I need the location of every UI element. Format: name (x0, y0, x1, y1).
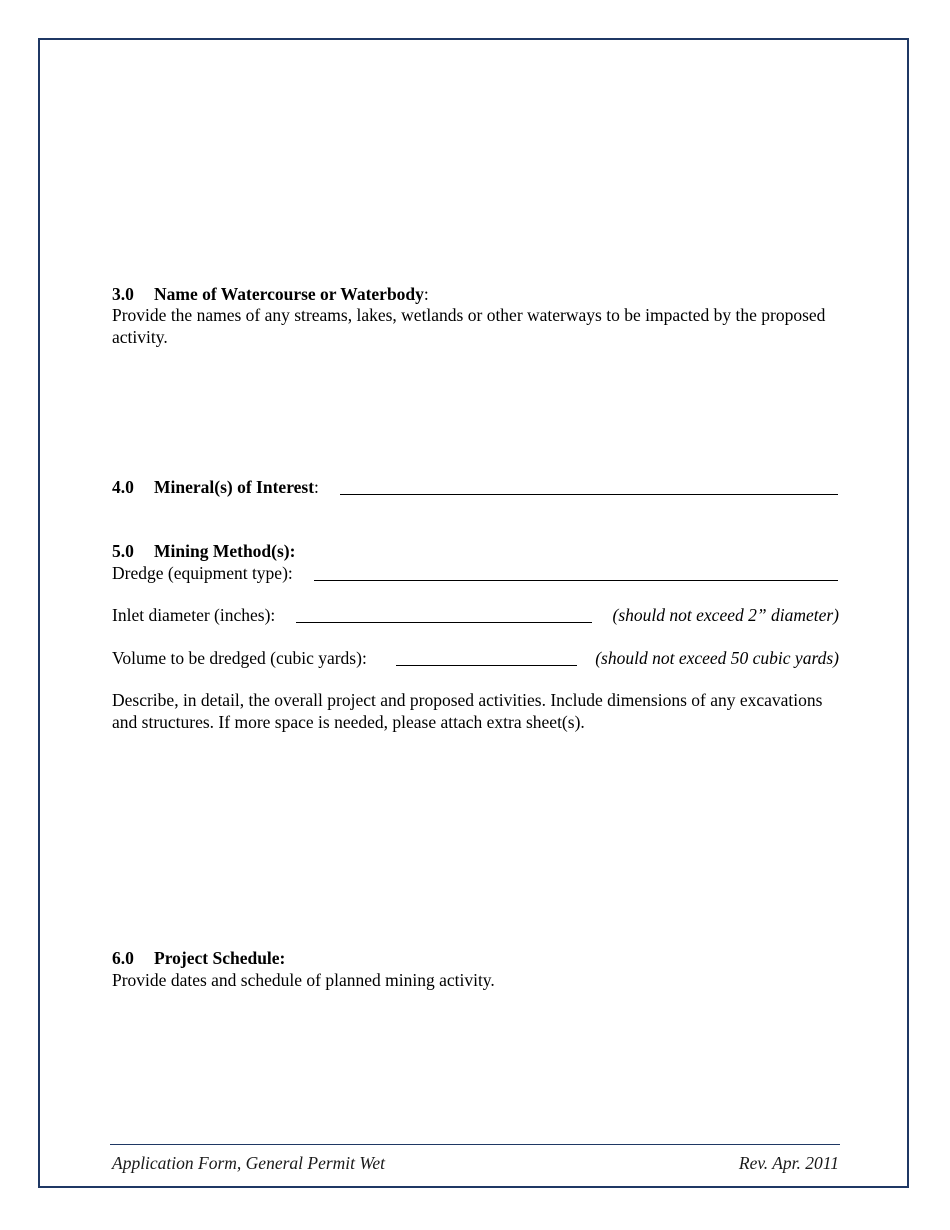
mineral-input-line[interactable] (340, 494, 838, 495)
describe-instructions: Describe, in detail, the overall project and proposed activities. Include dimensions of any excavations and structures. If more space is needed, please attach extra sheet(s). (112, 690, 823, 732)
section-3-number: 3.0 (112, 284, 134, 304)
section-6-instructions: Provide dates and schedule of planned mining activity. (112, 970, 495, 990)
section-6-heading (112, 947, 285, 969)
dredge-input-line[interactable] (314, 580, 838, 581)
section-3-title: Name of Watercourse or Waterbody (154, 284, 424, 304)
section-4-heading (112, 476, 319, 498)
section-4-number: 4.0 (112, 477, 134, 497)
section-3-instructions: Provide the names of any streams, lakes, wetlands or other waterways to be impacted by the proposed activity. (112, 305, 826, 347)
volume-note: (should not exceed 50 cubic yards) (595, 648, 839, 668)
section-5-title: Mining Method(s): (154, 541, 296, 561)
section-6-title: Project Schedule: (154, 948, 286, 968)
section-4-colon: : (314, 477, 319, 497)
footer-form-title: Application Form, General Permit Wet (112, 1153, 385, 1173)
section-3-heading (112, 283, 429, 305)
inlet-note: (should not exceed 2” diameter) (612, 605, 839, 625)
footer-revision: Rev. Apr. 2011 (738, 1153, 839, 1173)
section-3-colon: : (423, 284, 429, 304)
section-4-title: Mineral(s) of Interest (154, 477, 315, 497)
dredge-label: Dredge (equipment type): (112, 563, 293, 583)
section-6-number: 6.0 (112, 948, 134, 968)
footer-rule (110, 1144, 840, 1145)
volume-label: Volume to be dredged (cubic yards): (112, 648, 367, 668)
inlet-label: Inlet diameter (inches): (112, 605, 276, 625)
section-5-number: 5.0 (112, 541, 134, 561)
volume-input-line[interactable] (396, 665, 577, 666)
inlet-input-line[interactable] (296, 622, 592, 623)
section-5-heading (112, 540, 295, 562)
